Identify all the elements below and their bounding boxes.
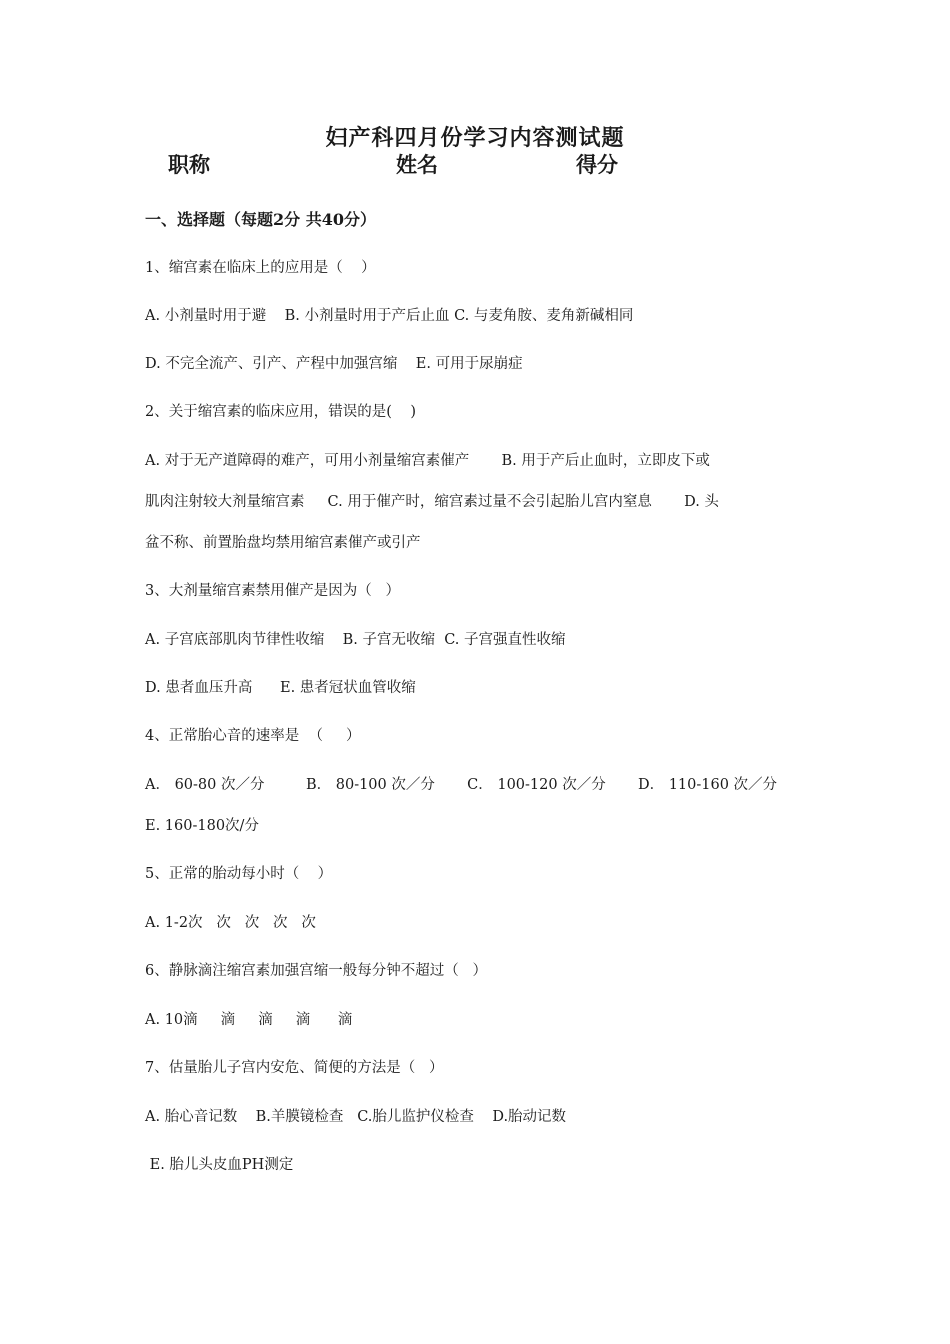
question-7-option-e: E. 胎儿头皮血PH测定	[145, 1157, 294, 1173]
score-field-label: 得分	[576, 152, 618, 177]
section-heading: 一、选择题（每题2分 共40分）	[145, 210, 376, 229]
question-1-options-a-c: A. 小剂量时用于避 B. 小剂量时用于产后止血 C. 与麦角胺、麦角新碱相同	[145, 308, 634, 324]
question-1-options-d-e: D. 不完全流产、引产、产程中加强宫缩 E. 可用于尿崩症	[145, 356, 523, 372]
document-title: 妇产科四月份学习内容测试题	[325, 125, 625, 151]
question-1: 1、缩宫素在临床上的应用是（ ）	[145, 260, 376, 276]
question-2: 2、关于缩宫素的临床应用，错误的是( )	[145, 404, 416, 420]
question-3-options-a-c: A. 子宫底部肌肉节律性收缩 B. 子宫无收缩 C. 子宫强直性收缩	[145, 632, 566, 648]
question-6: 6、静脉滴注缩宫素加强宫缩一般每分钟不超过（ ）	[145, 963, 488, 979]
question-2-options-line-2: 肌肉注射较大剂量缩宫素 C. 用于催产时，缩宫素过量不会引起胎儿宫内窒息 D. 头	[145, 494, 719, 510]
question-5-options: A. 1-2次 次 次 次 次	[145, 915, 316, 931]
question-3-options-d-e: D. 患者血压升高 E. 患者冠状血管收缩	[145, 680, 416, 696]
question-4: 4、正常胎心音的速率是 （ ）	[145, 728, 361, 744]
name-field-label: 姓名	[396, 152, 438, 177]
question-4-options-a-d: A． 60-80 次／分 B． 80-100 次／分 C． 100-120 次／分 D． 110-160 次／分	[145, 777, 778, 793]
question-6-options: A. 10滴 滴 滴 滴 滴	[145, 1012, 353, 1028]
question-7: 7、估量胎儿子宫内安危、简便的方法是（ ）	[145, 1060, 444, 1076]
question-3: 3、大剂量缩宫素禁用催产是因为（ ）	[145, 583, 401, 599]
question-2-options-line-1: A. 对于无产道障碍的难产，可用小剂量缩宫素催产 B. 用于产后止血时，立即皮下或	[145, 453, 710, 469]
title-field-label: 职称	[168, 152, 210, 177]
question-2-options-line-3: 盆不称、前置胎盘均禁用缩宫素催产或引产	[145, 535, 421, 551]
question-5: 5、正常的胎动每小时（ ）	[145, 866, 333, 882]
question-4-option-e: E. 160-180次/分	[145, 818, 259, 834]
question-7-options-a-d: A. 胎心音记数 B.羊膜镜检查 C.胎儿监护仪检查 D.胎动记数	[145, 1109, 567, 1125]
